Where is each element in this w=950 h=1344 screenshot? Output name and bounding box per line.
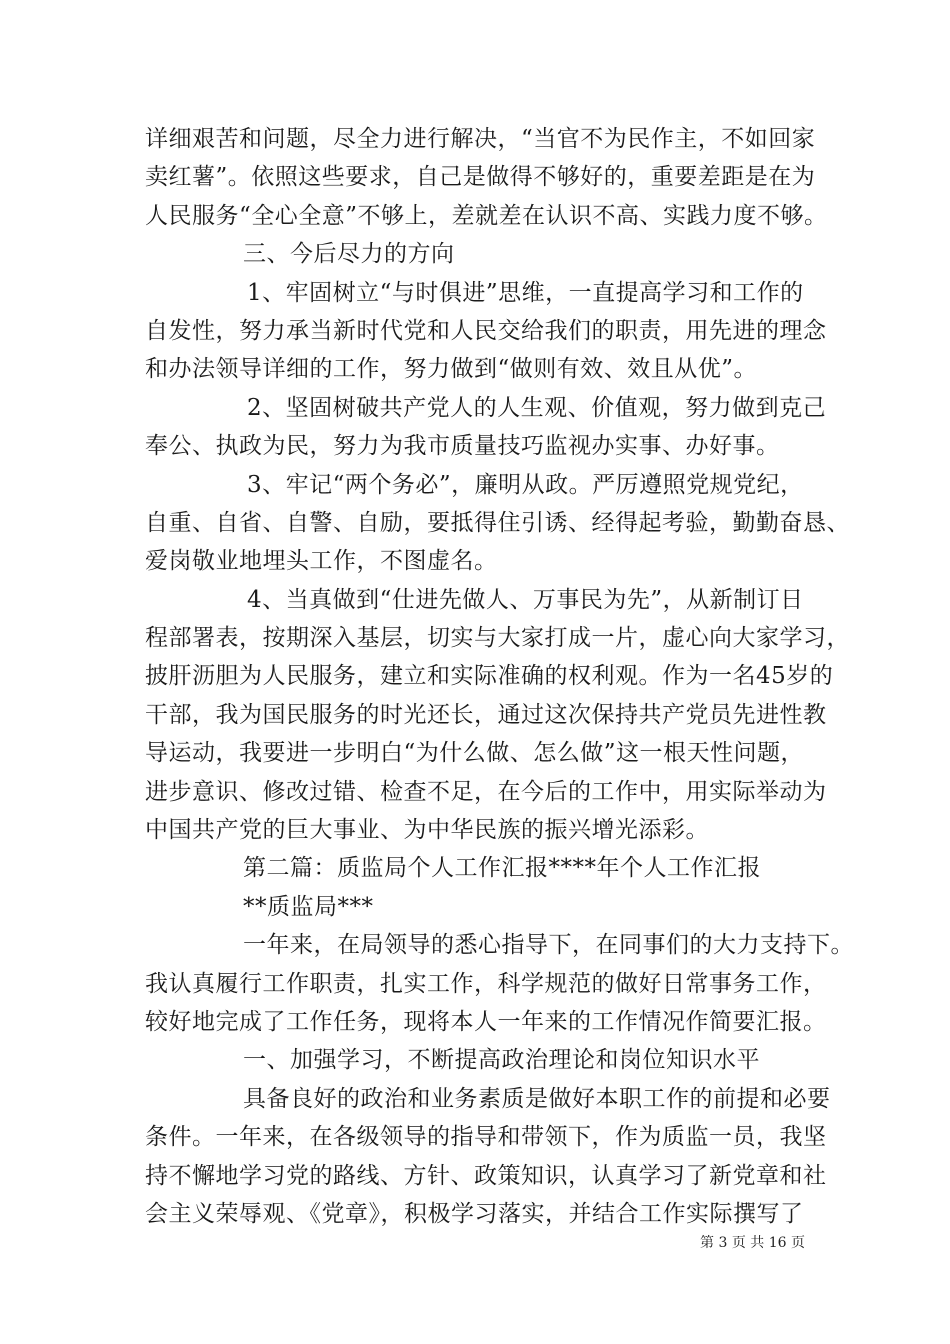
text-line: 我认真履行工作职责，扎实工作，科学规范的做好日常事务工作， — [145, 970, 827, 997]
text-line: 卖红薯”。依照这些要求，自己是做得不够好的，重要差距是在为 — [145, 164, 816, 191]
text-line: 4、当真做到“仕进先做人、万事民为先”，从新制订日 — [247, 586, 804, 613]
text-line: 3、牢记“两个务必”，廉明从政。严厉遵照党规党纪， — [247, 471, 804, 498]
text-line: 中国共产党的巨大事业、为中华民族的振兴增光添彩。 — [145, 817, 709, 844]
chapter-title: 第二篇：质监局个人工作汇报****年个人工作汇报 — [243, 855, 761, 882]
text-line: 人民服务“全心全意”不够上，差就差在认识不高、实践力度不够。 — [145, 202, 828, 229]
section-heading: 一、加强学习，不断提高政治理论和岗位知识水平 — [243, 1047, 760, 1074]
text-line: 爱岗敬业地埋头工作，不图虚名。 — [145, 548, 498, 575]
text-line: 较好地完成了工作任务，现将本人一年来的工作情况作简要汇报。 — [145, 1008, 827, 1035]
text-line: 具备良好的政治和业务素质是做好本职工作的前提和必要 — [243, 1085, 831, 1112]
text-line: 一年来，在局领导的悉心指导下，在同事们的大力支持下。 — [243, 932, 854, 959]
text-line: 和办法领导详细的工作，努力做到“做则有效、效且从优”。 — [145, 356, 758, 383]
text-line: 会主义荣辱观、《党章》，积极学习落实，并结合工作实际撰写了 — [145, 1200, 804, 1227]
text-line: 1、牢固树立“与时俱进”思维，一直提高学习和工作的 — [247, 279, 804, 306]
text-line: 干部，我为国民服务的时光还长，通过这次保持共产党员先进性教 — [145, 701, 827, 728]
text-line: 进步意识、修改过错、检查不足，在今后的工作中，用实际举动为 — [145, 778, 827, 805]
text-line: 持不懈地学习党的路线、方针、政策知识，认真学习了新党章和社 — [145, 1162, 827, 1189]
text-line: 2、坚固树破共产党人的人生观、价值观，努力做到克己 — [247, 394, 827, 421]
document-body — [145, 120, 854, 1233]
text-line: 详细艰苦和问题，尽全力进行解决，“当官不为民作主，不如回家 — [145, 126, 816, 152]
text-line: 自发性，努力承当新时代党和人民交给我们的职责，用先进的理念 — [145, 317, 827, 344]
text-line: 导运动，我要进一步明白“为什么做、怎么做”这一根天性问题， — [145, 740, 805, 767]
text-line: 披肝沥胆为人民服务，建立和实际准确的权利观。作为一名45岁的 — [145, 663, 834, 690]
text-line: 自重、自省、自警、自励，要抵得住引诱、经得起考验，勤勤奋恳、 — [145, 509, 850, 536]
author-line: **质监局*** — [243, 893, 374, 920]
page-number: 第 3 页 共 16 页 — [700, 1235, 805, 1251]
text-line: 程部署表，按期深入基层，切实与大家打成一片，虚心向大家学习， — [145, 625, 850, 652]
text-line: 条件。一年来，在各级领导的指导和带领下，作为质监一员，我坚 — [145, 1124, 827, 1151]
text-line: 奉公、执政为民，努力为我市质量技巧监视办实事、办好事。 — [145, 433, 780, 460]
section-heading: 三、今后尽力的方向 — [243, 241, 455, 268]
